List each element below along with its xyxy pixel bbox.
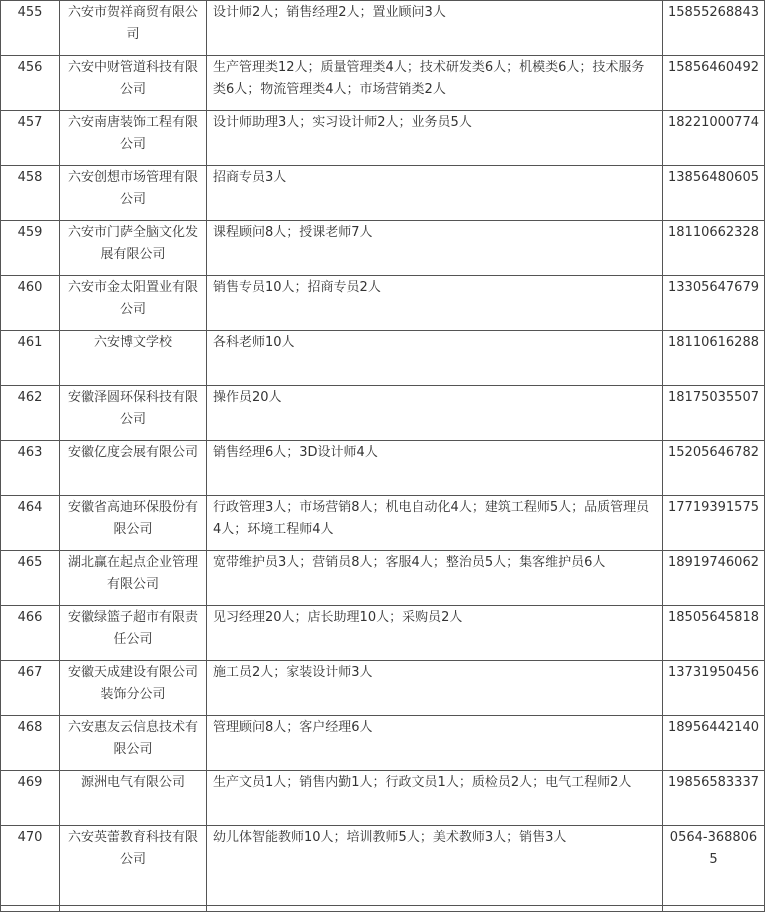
positions: 见习经理20人；店长助理10人；采购员2人 [207,606,663,661]
row-number: 460 [1,276,60,331]
company-name: 六安博文学校 [60,331,207,386]
phone-number: 13305647679 [663,276,765,331]
phone-number: 0564-3688065 [663,826,765,906]
table-row [1,1,765,56]
table-row [1,551,765,606]
company-name: 湖北赢在起点企业管理有限公司 [60,551,207,606]
positions: 各科老师10人 [207,331,663,386]
table-row [1,331,765,386]
company-name: 六安英蕾教育科技有限公司 [60,826,207,906]
row-number: 469 [1,771,60,826]
phone-number: 18919746062 [663,551,765,606]
positions: 销售经理6人；3D设计师4人 [207,441,663,496]
row-number: 459 [1,221,60,276]
positions: 生产管理类12人；质量管理类4人；技术研发类6人；机模类6人；技术服务类6人；物流管理类4人；市场营销类2人 [207,56,663,111]
company-name: 安徽天成建设有限公司装饰分公司 [60,661,207,716]
table-row [1,56,765,111]
row-number: 470 [1,826,60,906]
empty-cell [207,906,663,912]
table-row [1,661,765,716]
empty-cell [1,906,60,912]
phone-number: 18110616288 [663,331,765,386]
table-row [1,276,765,331]
phone-number: 15205646782 [663,441,765,496]
table-row [1,386,765,441]
positions: 宽带维护员3人；营销员8人；客服4人；整治员5人；集客维护员6人 [207,551,663,606]
positions: 招商专员3人 [207,166,663,221]
row-number: 466 [1,606,60,661]
company-name: 安徽亿度会展有限公司 [60,441,207,496]
company-name: 六安市门萨全脑文化发展有限公司 [60,221,207,276]
positions: 管理顾问8人；客户经理6人 [207,716,663,771]
phone-number: 18175035507 [663,386,765,441]
table-row [1,606,765,661]
row-number: 463 [1,441,60,496]
company-name: 安徽省高迪环保股份有限公司 [60,496,207,551]
positions: 销售专员10人；招商专员2人 [207,276,663,331]
phone-number: 18956442140 [663,716,765,771]
row-number: 455 [1,1,60,56]
row-number: 465 [1,551,60,606]
table-row [1,826,765,906]
company-name: 六安南唐装饰工程有限公司 [60,111,207,166]
table-row-partial [1,906,765,912]
positions: 操作员20人 [207,386,663,441]
table-row [1,111,765,166]
table-row [1,221,765,276]
phone-number: 18110662328 [663,221,765,276]
company-name: 安徽绿篮子超市有限责任公司 [60,606,207,661]
company-name: 六安市金太阳置业有限公司 [60,276,207,331]
empty-cell [663,906,765,912]
job-listing-body [1,1,765,912]
phone-number: 13856480605 [663,166,765,221]
positions: 课程顾问8人；授课老师7人 [207,221,663,276]
row-number: 464 [1,496,60,551]
table-row [1,166,765,221]
row-number: 467 [1,661,60,716]
company-name: 源洲电气有限公司 [60,771,207,826]
phone-number: 15856460492 [663,56,765,111]
company-name: 六安创想市场管理有限公司 [60,166,207,221]
company-name: 六安惠友云信息技术有限公司 [60,716,207,771]
row-number: 461 [1,331,60,386]
phone-number: 18221000774 [663,111,765,166]
positions: 施工员2人；家装设计师3人 [207,661,663,716]
table-row [1,771,765,826]
phone-number: 13731950456 [663,661,765,716]
row-number: 456 [1,56,60,111]
table-row [1,716,765,771]
positions: 行政管理3人；市场营销8人；机电自动化4人；建筑工程师5人；品质管理员4人；环境工程师4人 [207,496,663,551]
phone-number: 19856583337 [663,771,765,826]
positions: 幼儿体智能教师10人；培训教师5人；美术教师3人；销售3人 [207,826,663,906]
positions: 设计师2人；销售经理2人；置业顾问3人 [207,1,663,56]
positions: 设计师助理3人；实习设计师2人；业务员5人 [207,111,663,166]
company-name: 六安中财管道科技有限公司 [60,56,207,111]
table-row [1,441,765,496]
phone-number: 15855268843 [663,1,765,56]
row-number: 468 [1,716,60,771]
row-number: 462 [1,386,60,441]
table-row [1,496,765,551]
phone-number: 17719391575 [663,496,765,551]
empty-cell [60,906,207,912]
positions: 生产文员1人；销售内勤1人；行政文员1人；质检员2人；电气工程师2人 [207,771,663,826]
row-number: 458 [1,166,60,221]
company-name: 安徽泽圆环保科技有限公司 [60,386,207,441]
row-number: 457 [1,111,60,166]
company-name: 六安市贺祥商贸有限公司 [60,1,207,56]
phone-number: 18505645818 [663,606,765,661]
